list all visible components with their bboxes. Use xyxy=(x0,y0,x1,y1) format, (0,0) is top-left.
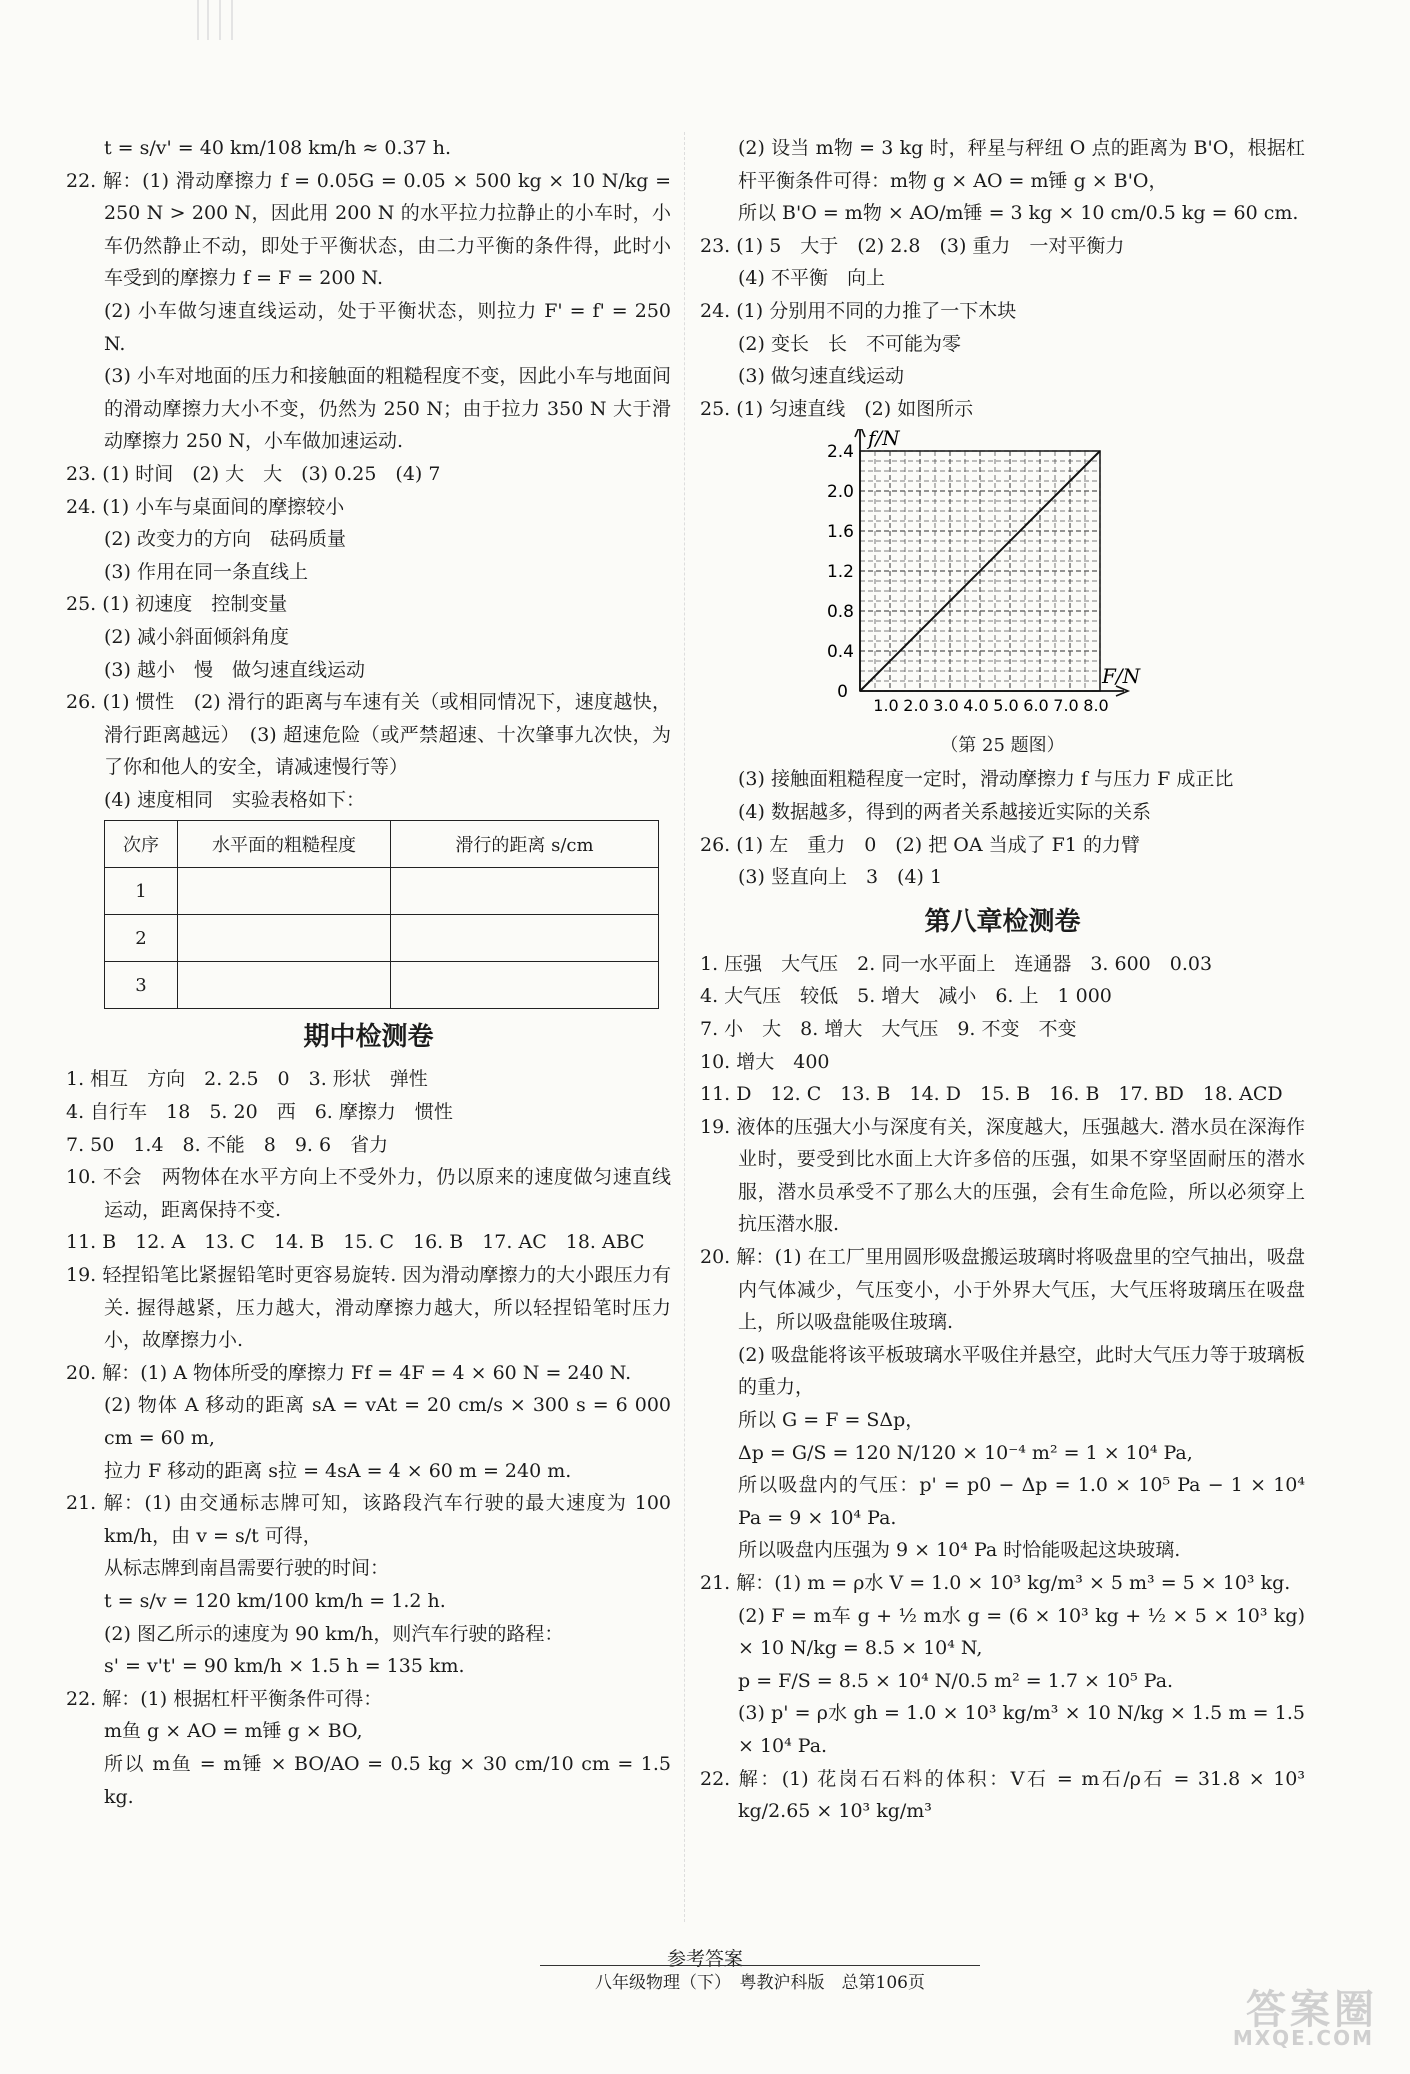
answer-line: 25. (1) 匀速直线 (2) 如图所示 xyxy=(700,397,974,420)
origin-label: 0 xyxy=(837,682,848,703)
answer-line: 4. 自行车 18 5. 20 西 6. 摩擦力 惯性 xyxy=(66,1101,453,1124)
table-row xyxy=(105,868,659,915)
answer-line: 19. 液体的压强大小与深度有关，深度越大，压强越大. 潜水员在深海作业时，要受到比水面上大许多倍的压强，如果不穿坚固耐压的潜水服，潜水员承受不了那么大的压强，会有生命危险，所以必须穿上抗压潜水服. xyxy=(700,1115,1305,1236)
footer-rule xyxy=(540,1965,980,1966)
answer-line: 10. 不会 两物体在水平方向上不受外力，仍以原来的速度做匀速直线运动，距离保持不变. xyxy=(66,1166,671,1221)
answer-line: (2) 吸盘能将该平板玻璃水平吸住并悬空，此时大气压力等于玻璃板的重力， xyxy=(738,1343,1305,1399)
answer-line: (4) 数据越多，得到的两者关系越接近实际的关系 xyxy=(738,800,1151,823)
answer-line: 24. (1) 小车与桌面间的摩擦较小 xyxy=(66,495,345,518)
x-tick-label: 4.0 xyxy=(963,696,989,716)
answer-line: (3) 越小 慢 做匀速直线运动 xyxy=(104,658,365,681)
x-tick-label: 7.0 xyxy=(1053,696,1079,716)
x-tick-label: 5.0 xyxy=(993,696,1019,716)
answer-line: 所以 B'O = m物 × AO/m锤 = 3 kg × 10 cm/0.5 kg = 60 cm. xyxy=(738,202,1299,225)
answer-line: 22. 解：(1) 花岗石石料的体积：V石 = m石/ρ石 = 31.8 × 10³ kg/2.65 × 10³ kg/m³ xyxy=(700,1767,1305,1823)
answer-line: 19. 轻捏铅笔比紧握铅笔时更容易旋转. 因为滑动摩擦力的大小跟压力有关. 握得越紧，压力越大，滑动摩擦力越大，所以轻捏铅笔时压力小，故摩擦力小. xyxy=(66,1264,671,1352)
footer-meta: 八年级物理（下） 粤教沪科版 总第106页 xyxy=(595,1973,925,1993)
figure-caption: （第 25 题图） xyxy=(940,735,1065,757)
watermark-logo xyxy=(1178,1978,1388,2058)
answer-line: 1. 相互 方向 2. 2.5 0 3. 形状 弹性 xyxy=(66,1068,428,1091)
answer-line: 所以 m鱼 = m锤 × BO/AO = 0.5 kg × 30 cm/10 cm = 1.5 kg. xyxy=(104,1752,671,1808)
x-tick-label: 3.0 xyxy=(933,696,959,716)
answer-line: 23. (1) 5 大于 (2) 2.8 (3) 重力 一对平衡力 xyxy=(700,234,1125,257)
answer-line: (2) 小车做匀速直线运动，处于平衡状态，则拉力 F' = f' = 250 N. xyxy=(104,299,671,355)
right-column xyxy=(700,132,1305,1828)
answer-line: 7. 50 1.4 8. 不能 8 9. 6 省力 xyxy=(66,1133,389,1156)
answer-line: 24. (1) 分别用不同的力推了一下木块 xyxy=(700,299,1017,322)
answer-line: 22. 解：(1) 根据杠杆平衡条件可得： xyxy=(66,1687,383,1710)
answer-line: (3) 接触面粗糙程度一定时，滑动摩擦力 f 与压力 F 成正比 xyxy=(738,768,1234,791)
answer-line: 4. 大气压 较低 5. 增大 减小 6. 上 1 000 xyxy=(700,985,1112,1008)
section-title-midterm: 期中检测卷 xyxy=(303,1022,434,1053)
answer-line: 26. (1) 左 重力 0 (2) 把 OA 当成了 F1 的力臂 xyxy=(700,833,1140,856)
answer-line: 所以吸盘内压强为 9 × 10⁴ Pa 时恰能吸起这块玻璃. xyxy=(738,1539,1181,1562)
answer-line: (3) 小车对地面的压力和接触面的粗糙程度不变，因此小车与地面间的滑动摩擦力大小不变，仍然为 250 N；由于拉力 350 N 大于滑动摩擦力 250 N，小车做加速运动. xyxy=(104,365,671,453)
answer-line: 10. 增大 400 xyxy=(700,1050,830,1073)
left-column xyxy=(66,132,671,1813)
answer-line: (2) 改变力的方向 砝码质量 xyxy=(104,528,346,551)
answer-line: m鱼 g × AO = m锤 g × BO, xyxy=(104,1720,363,1743)
answer-line: 拉力 F 移动的距离 s拉 = 4sA = 4 × 60 m = 240 m. xyxy=(104,1459,572,1482)
answer-line: (3) 作用在同一条直线上 xyxy=(104,560,308,583)
x-tick-label: 8.0 xyxy=(1083,696,1109,716)
answer-line: (2) F = m车 g + ½ m水 g = (6 × 10³ kg + ½ × 5 × 10³ kg) × 10 N/kg = 8.5 × 10⁴ N, xyxy=(738,1604,1305,1660)
y-axis-label: f/N xyxy=(868,429,900,451)
answer-line: (2) 物体 A 移动的距离 sA = vAt = 20 cm/s × 300 s = 6 000 cm = 60 m, xyxy=(104,1394,671,1449)
y-tick-label: 1.6 xyxy=(826,522,854,543)
table-cell: 2 xyxy=(105,915,178,962)
answer-line: t = s/v' = 40 km/108 km/h ≈ 0.37 h. xyxy=(104,137,451,159)
table-cell: 1 xyxy=(105,868,178,915)
answer-line: 所以 G = F = SΔp， xyxy=(738,1409,925,1432)
answer-line: (3) p' = ρ水 gh = 1.0 × 10³ kg/m³ × 10 N/kg × 1.5 m = 1.5 × 10⁴ Pa. xyxy=(738,1702,1305,1757)
y-tick-label: 2.0 xyxy=(826,482,854,503)
x-tick-label: 6.0 xyxy=(1023,696,1049,716)
x-tick-label: 1.0 xyxy=(873,696,899,716)
x-tick-label: 2.0 xyxy=(903,696,929,716)
answer-line: 20. 解：(1) 在工厂里用圆形吸盘搬运玻璃时将吸盘里的空气抽出，吸盘内气体减少，气压变小，小于外界大气压，大气压将玻璃压在吸盘上，所以吸盘能吸住玻璃. xyxy=(700,1246,1305,1334)
answer-line: 21. 解：(1) m = ρ水 V = 1.0 × 10³ kg/m³ × 5 m³ = 5 × 10³ kg. xyxy=(700,1572,1291,1594)
answer-line: s' = v't' = 90 km/h × 1.5 h = 135 km. xyxy=(104,1655,465,1678)
answer-line: 26. (1) 惯性 (2) 滑行的距离与车速有关（或相同情况下，速度越快，滑行距离越远） (3) 超速危险（或严禁超速、十次肇事九次快，为了你和他人的安全，请减速慢行等） xyxy=(66,691,671,779)
table-header: 次序 xyxy=(105,821,178,868)
friction-chart-svg xyxy=(810,429,1170,729)
answer-line: 7. 小 大 8. 增大 大气压 9. 不变 不变 xyxy=(700,1017,1077,1040)
answer-line: (4) 不平衡 向上 xyxy=(738,267,885,290)
watermark-text: 答案圈 xyxy=(1246,1987,1378,2033)
answer-line: 所以吸盘内的气压：p' = p0 − Δp = 1.0 × 10⁵ Pa − 1 × 10⁴ Pa = 9 × 10⁴ Pa. xyxy=(738,1474,1305,1529)
corner-mark xyxy=(190,0,260,44)
answer-line: (3) 做匀速直线运动 xyxy=(738,365,904,388)
y-tick-label: 2.4 xyxy=(826,442,854,463)
experiment-table xyxy=(104,820,659,1009)
answer-line: 从标志牌到南昌需要行驶的时间： xyxy=(104,1557,390,1580)
answer-line: (2) 图乙所示的速度为 90 km/h，则汽车行驶的路程： xyxy=(104,1622,564,1645)
table-row xyxy=(105,915,659,962)
table-cell: 3 xyxy=(105,962,178,1009)
answer-line: p = F/S = 8.5 × 10⁴ N/0.5 m² = 1.7 × 10⁵ Pa. xyxy=(738,1669,1174,1692)
table-header: 水平面的粗糙程度 xyxy=(178,821,391,868)
y-tick-label: 1.2 xyxy=(826,562,854,583)
table-row xyxy=(105,962,659,1009)
y-tick-label: 0.8 xyxy=(826,602,854,623)
answer-line: 1. 压强 大气压 2. 同一水平面上 连通器 3. 600 0.03 xyxy=(700,952,1213,975)
answer-line: Δp = G/S = 120 N/120 × 10⁻⁴ m² = 1 × 10⁴ Pa, xyxy=(738,1441,1193,1464)
section-title-chapter8: 第八章检测卷 xyxy=(924,906,1081,937)
answer-line: 23. (1) 时间 (2) 大 大 (3) 0.25 (4) 7 xyxy=(66,462,441,485)
answer-line: t = s/v = 120 km/100 km/h = 1.2 h. xyxy=(104,1589,446,1612)
answer-line: (3) 竖直向上 3 (4) 1 xyxy=(738,866,943,889)
answer-line: (2) 减小斜面倾斜角度 xyxy=(104,625,289,648)
friction-graph xyxy=(810,429,1170,729)
watermark-url: MXQE.COM xyxy=(1232,2026,1374,2050)
answer-line: 11. D 12. C 13. B 14. D 15. B 16. B 17. BD 18. ACD xyxy=(700,1083,1283,1106)
answer-line: (4) 速度相同 实验表格如下： xyxy=(104,788,365,811)
answer-line: 22. 解：(1) 滑动摩擦力 f = 0.05G = 0.05 × 500 kg × 10 N/kg = 250 N > 200 N，因此用 200 N 的水平拉力拉静止的小车时，小车仍然静止不动，即处于平衡状态，由二力平衡的条件得，此时小车受到的摩擦力 f = F = 200 N. xyxy=(66,169,671,290)
answer-line: 11. B 12. A 13. C 14. B 15. C 16. B 17. AC 18. ABC xyxy=(66,1231,645,1254)
answer-line: (2) 变长 长 不可能为零 xyxy=(738,332,961,355)
footer-title: 参考答案 xyxy=(666,1948,743,1970)
answer-line: 20. 解：(1) A 物体所受的摩擦力 Ff = 4F = 4 × 60 N = 240 N. xyxy=(66,1361,632,1384)
y-tick-label: 0.4 xyxy=(826,642,854,663)
answer-line: 21. 解：(1) 由交通标志牌可知，该路段汽车行驶的最大速度为 100 km/h，由 v = s/t 可得， xyxy=(66,1492,671,1547)
table-header: 滑行的距离 s/cm xyxy=(391,821,659,868)
answer-line: (2) 设当 m物 = 3 kg 时，秤星与秤纽 O 点的距离为 B'O，根据杠杆平衡条件可得：m物 g × AO = m锤 g × B'O， xyxy=(738,137,1305,192)
x-axis-label: F/N xyxy=(1102,664,1141,689)
column-divider xyxy=(684,132,685,1922)
answer-line: 25. (1) 初速度 控制变量 xyxy=(66,593,288,616)
